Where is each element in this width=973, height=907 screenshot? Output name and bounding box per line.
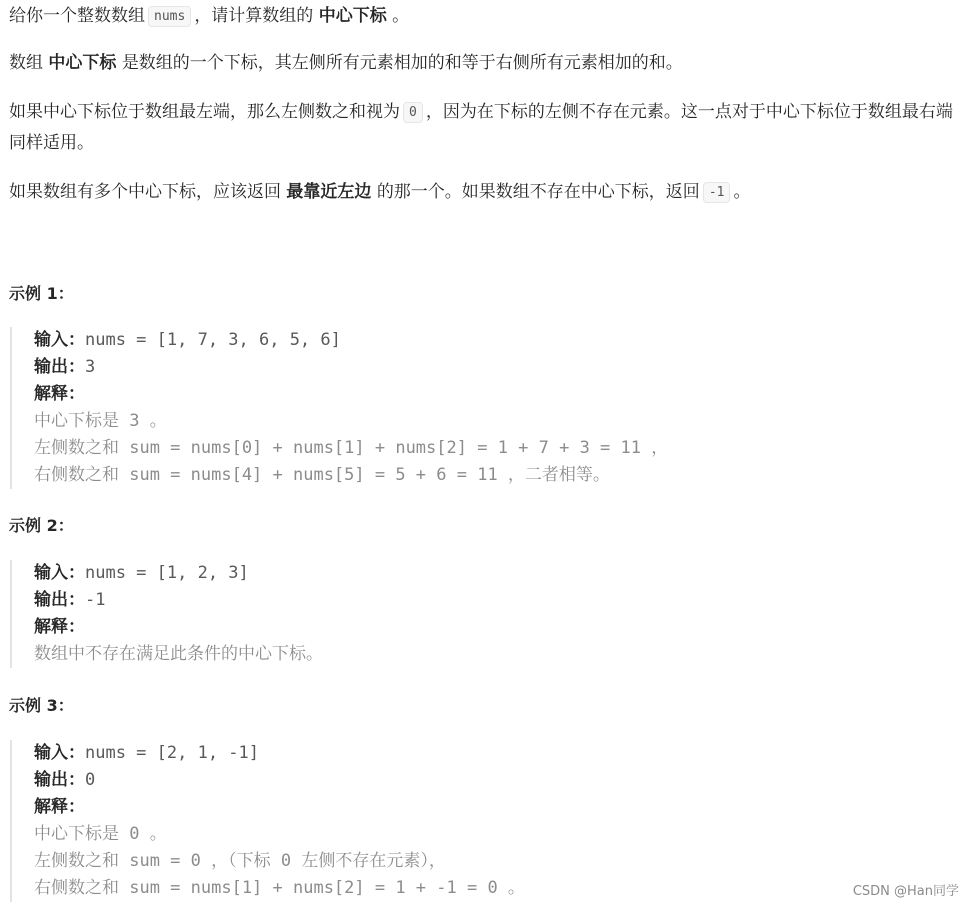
output-value: 0: [85, 770, 96, 790]
explanation-text: 左侧数之和 sum = nums[0] + nums[1] + nums[2] = 1 + 7 + 3 = 11 ，: [34, 438, 669, 458]
explanation-text: 中心下标是 3 。: [34, 411, 167, 431]
example-output-line: [34, 354, 834, 381]
bold-term: 中心下标: [48, 53, 117, 73]
bold-term: 中心下标: [318, 6, 387, 26]
input-label: 输入：: [34, 743, 85, 763]
inline-code: nums: [148, 6, 191, 27]
input-value: nums = [1, 2, 3]: [85, 563, 249, 583]
intro-text: ，请计算数组的: [194, 6, 314, 26]
explain-label: 解释：: [34, 617, 85, 637]
intro-paragraph-3: [9, 97, 965, 159]
output-label: 输出：: [34, 590, 85, 610]
intro-text: 给你一个整数数组: [9, 6, 145, 26]
explain-label: 解释：: [34, 797, 85, 817]
example-input-line: [34, 560, 834, 587]
example-input-line: [34, 327, 834, 354]
output-label: 输出：: [34, 357, 85, 377]
example-1-block: [10, 327, 834, 489]
input-label: 输入：: [34, 330, 85, 350]
example-input-line: [34, 740, 834, 767]
explanation-text: 右侧数之和 sum = nums[4] + nums[5] = 5 + 6 = 11 ，二者相等。: [34, 465, 610, 485]
intro-text: 数组: [9, 53, 43, 73]
example-explain-line: [34, 381, 834, 408]
intro-paragraph-1: [9, 0, 965, 33]
intro-paragraph-4: [9, 176, 965, 209]
explain-label: 解释：: [34, 384, 85, 404]
output-value: 3: [85, 357, 96, 377]
input-value: nums = [1, 7, 3, 6, 5, 6]: [85, 330, 341, 350]
intro-text: 是数组的一个下标，其左侧所有元素相加的和等于右侧所有元素相加的和。: [121, 53, 683, 73]
intro-text: 如果中心下标位于数组最左端，那么左侧数之和视为: [9, 102, 400, 122]
intro-paragraph-2: [9, 47, 965, 79]
intro-text: 如果数组有多个中心下标，应该返回: [9, 182, 281, 202]
intro-text: 。: [733, 182, 751, 202]
example-1-title: 示例 1：: [9, 284, 74, 303]
output-value: -1: [85, 590, 106, 610]
intro-text: ，因为在下标的左侧不存在元素。这一点对于中心下标位于数组最右端同样适用。: [9, 102, 953, 153]
explanation-text: 数组中不存在满足此条件的中心下标。: [34, 644, 323, 664]
example-output-line: [34, 767, 834, 794]
example-2-block: [10, 560, 834, 668]
input-label: 输入：: [34, 563, 85, 583]
example-2-title: 示例 2：: [9, 516, 74, 535]
explanation-text: 左侧数之和 sum = 0 ，（下标 0 左侧不存在元素），: [34, 851, 446, 871]
intro-text: 。: [392, 6, 410, 26]
inline-code: -1: [703, 182, 731, 203]
example-3-block: [10, 740, 834, 902]
example-explain-line: [34, 614, 834, 641]
bold-term: 最靠近左边: [286, 182, 372, 202]
output-label: 输出：: [34, 770, 85, 790]
explanation-text: 右侧数之和 sum = nums[1] + nums[2] = 1 + -1 = 0 。: [34, 878, 525, 898]
watermark: CSDN @Han同学: [852, 884, 959, 899]
example-3-title: 示例 3：: [9, 696, 74, 715]
input-value: nums = [2, 1, -1]: [85, 743, 259, 763]
example-explain-line: [34, 794, 834, 821]
intro-text: 的那一个。如果数组不存在中心下标，返回: [376, 182, 700, 202]
inline-code: 0: [403, 102, 423, 123]
example-output-line: [34, 587, 834, 614]
explanation-text: 中心下标是 0 。: [34, 824, 167, 844]
